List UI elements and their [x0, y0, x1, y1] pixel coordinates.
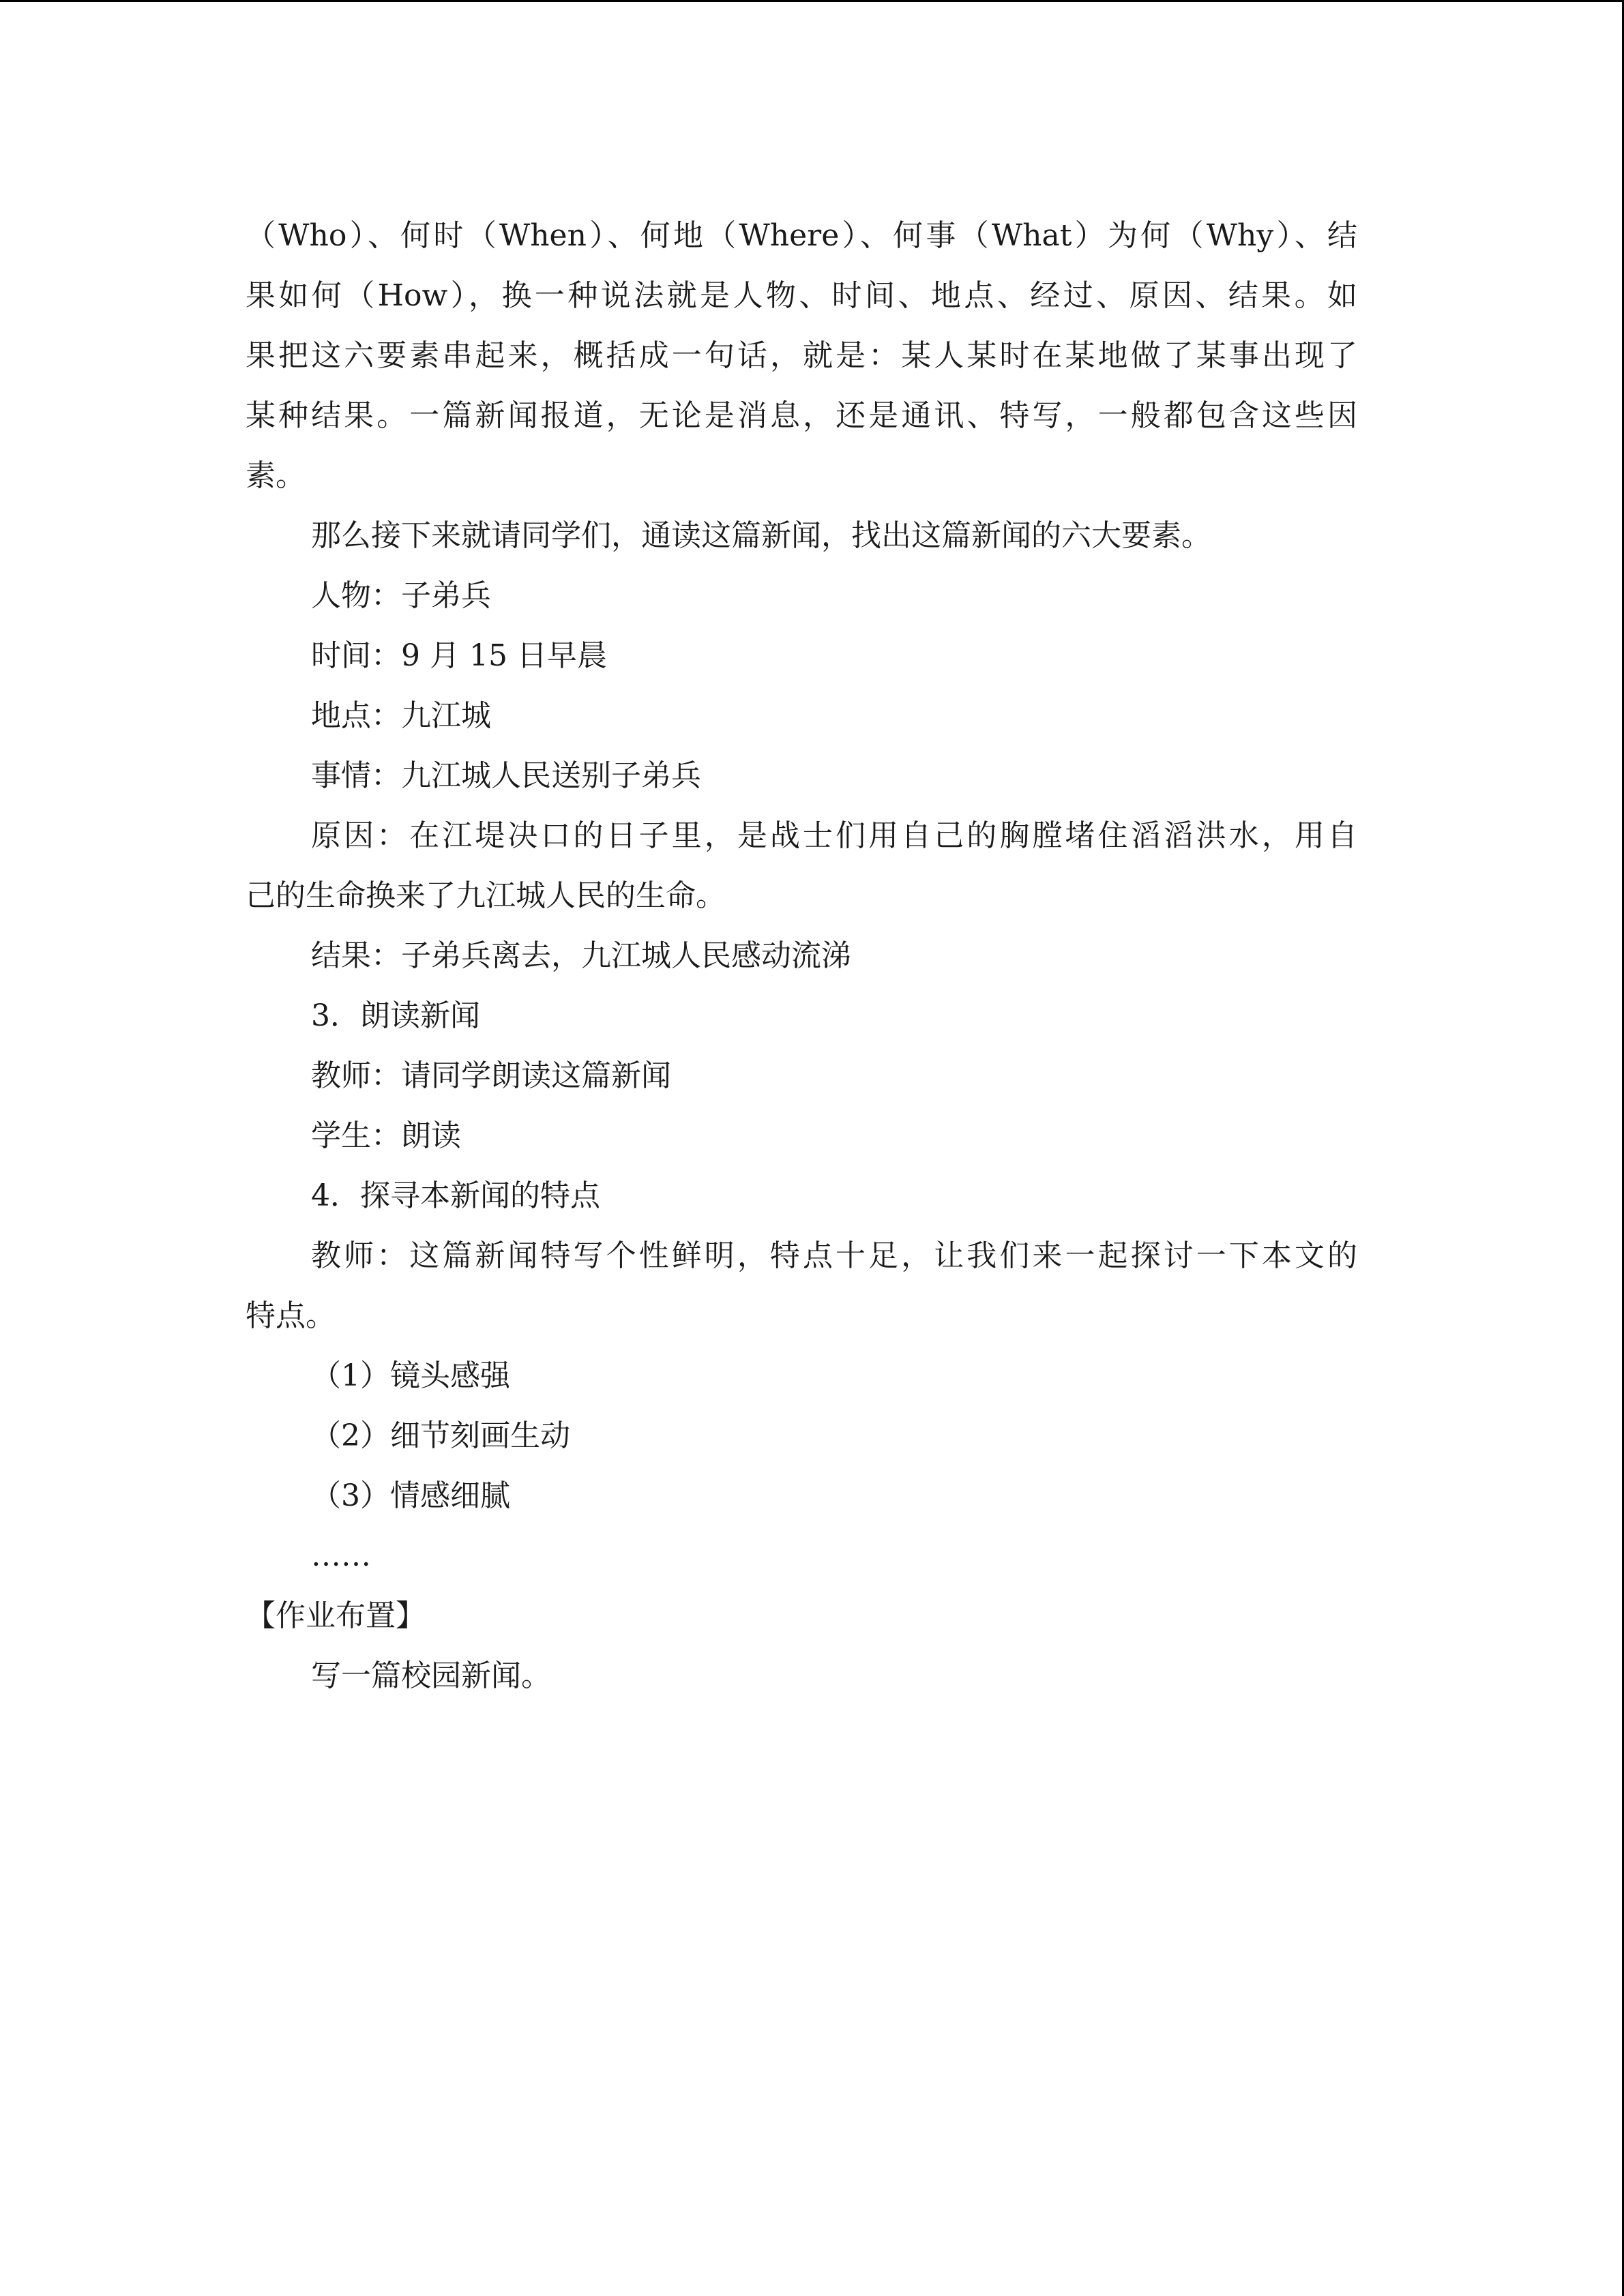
intro-line: 果把这六要素串起来，概括成一句话，就是：某人某时在某地做了某事出现了 — [246, 338, 1357, 373]
step4-teacher — [246, 1226, 1357, 1346]
step4-teacher-line: 教师：这篇新闻特写个性鲜明，特点十足，让我们来一起探讨一下本文的 — [311, 1238, 1357, 1273]
feature-item: （2）细节刻画生动 — [311, 1418, 570, 1453]
element-time: 时间：9 月 15 日早晨 — [311, 638, 607, 673]
element-cause-line: 己的生命换来了九江城人民的生命。 — [246, 878, 726, 913]
homework-task: 写一篇校园新闻。 — [311, 1658, 551, 1693]
feature-item: （1）镜头感强 — [311, 1358, 510, 1393]
intro-line: （Who）、何时（When）、何地（Where）、何事（What）为何（Why）、结 — [246, 218, 1357, 253]
element-cause-line: 原因：在江堤决口的日子里，是战士们用自己的胸膛堵住滔滔洪水，用自 — [311, 818, 1357, 853]
element-result: 结果：子弟兵离去，九江城人民感动流涕 — [311, 938, 851, 973]
homework-heading: 【作业布置】 — [246, 1598, 426, 1633]
feature-item: （3）情感细腻 — [311, 1478, 510, 1513]
page-top-border — [0, 0, 1624, 2]
step3-teacher: 教师：请同学朗读这篇新闻 — [311, 1058, 671, 1093]
element-event: 事情：九江城人民送别子弟兵 — [311, 758, 701, 793]
document-body — [246, 206, 1357, 1706]
element-cause — [246, 806, 1357, 926]
instruction-paragraph: 那么接下来就请同学们，通读这篇新闻，找出这篇新闻的六大要素。 — [311, 518, 1211, 553]
intro-line: 果如何（How），换一种说法就是人物、时间、地点、经过、原因、结果。如 — [246, 278, 1357, 313]
step3-student: 学生：朗读 — [311, 1118, 461, 1153]
intro-paragraph — [246, 206, 1357, 506]
intro-line: 素。 — [246, 458, 306, 493]
intro-line: 某种结果。一篇新闻报道，无论是消息，还是通讯、特写，一般都包含这些因 — [246, 398, 1357, 433]
element-place: 地点：九江城 — [311, 698, 491, 733]
step4-title: 4．探寻本新闻的特点 — [311, 1178, 600, 1213]
step3-title: 3．朗读新闻 — [311, 998, 480, 1033]
step4-teacher-line: 特点。 — [246, 1298, 336, 1333]
element-person: 人物：子弟兵 — [311, 578, 491, 613]
ellipsis: …… — [311, 1538, 371, 1573]
